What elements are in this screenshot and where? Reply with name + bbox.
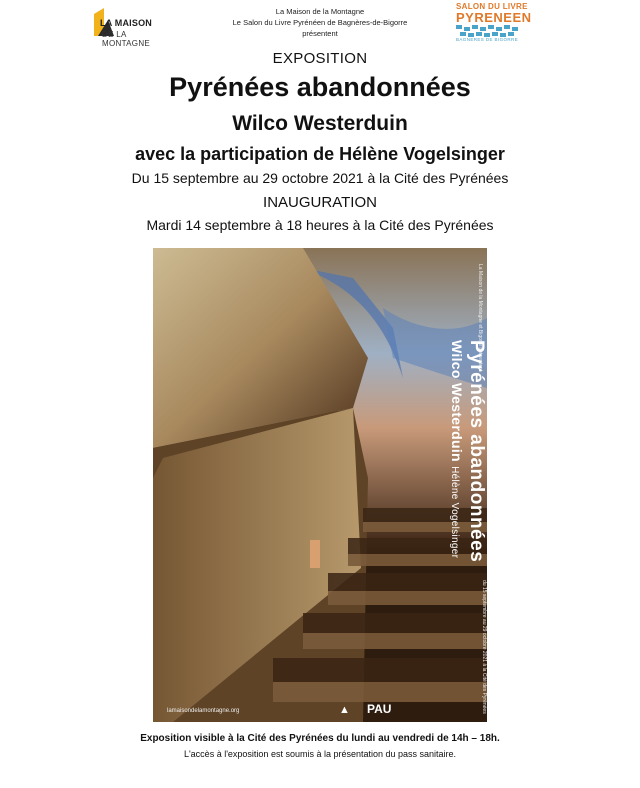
inauguration-label: INAUGURATION bbox=[263, 194, 377, 211]
presenter-line-3: présentent bbox=[302, 29, 338, 38]
poster-image bbox=[153, 248, 487, 722]
presenter-line-2: Le Salon du Livre Pyrénéen de Bagnères-de-Bigorre bbox=[232, 18, 408, 27]
poster-url: lamaisondelamontagne.org bbox=[167, 708, 240, 714]
staircase-illustration bbox=[153, 248, 487, 722]
visiting-hours: Exposition visible à la Cité des Pyrénées du lundi au vendredi de 14h – 18h. bbox=[140, 733, 500, 744]
poster-dates: du 15 septembre au 29 octobre 2021 à la Cité des Pyrénées bbox=[481, 580, 487, 714]
poster-logos bbox=[339, 702, 391, 716]
poster-artist-name: Wilco Westerduin bbox=[449, 340, 465, 462]
poster-small-top: La Maison de la Montagne et Bigorre présentent bbox=[477, 264, 483, 372]
poster-artist bbox=[449, 340, 465, 558]
exhibition-dates: Du 15 septembre au 29 octobre 2021 à la Cité des Pyrénées bbox=[131, 170, 509, 186]
presenter-line-1: La Maison de la Montagne bbox=[275, 7, 365, 16]
exposition-label: EXPOSITION bbox=[272, 50, 368, 67]
salon-livre-logo bbox=[456, 2, 536, 48]
inauguration-date: Mardi 14 septembre à 18 heures à la Cité des Pyrénées bbox=[146, 217, 494, 233]
participation-line: avec la participation de Hélène Vogelsinger bbox=[135, 144, 505, 164]
logo-right-line3: BAGNERES DE BIGORRE bbox=[456, 37, 519, 42]
page-title: Pyrénées abandonnées bbox=[169, 72, 471, 102]
logo-right-line2: PYRENEEN bbox=[456, 10, 532, 25]
pau-logo: PAU bbox=[366, 702, 392, 716]
mountain-pattern-icon bbox=[456, 25, 520, 37]
poster-coartist: Hélène Vogelsinger bbox=[449, 466, 460, 559]
poster-title: Pyrénées abandonnées bbox=[466, 340, 487, 563]
logo-right-line1: SALON DU LIVRE bbox=[456, 2, 528, 11]
pass-notice: L'accès à l'exposition est soumis à la présentation du pass sanitaire. bbox=[183, 749, 457, 759]
logo-left-line1: LA MAISON bbox=[100, 18, 152, 28]
mountain-logo-icon: ▲ bbox=[339, 704, 350, 716]
artist-name: Wilco Westerduin bbox=[232, 112, 408, 135]
presenters bbox=[0, 6, 640, 39]
logo-left-line2: DE LA MONTAGNE bbox=[102, 30, 151, 48]
